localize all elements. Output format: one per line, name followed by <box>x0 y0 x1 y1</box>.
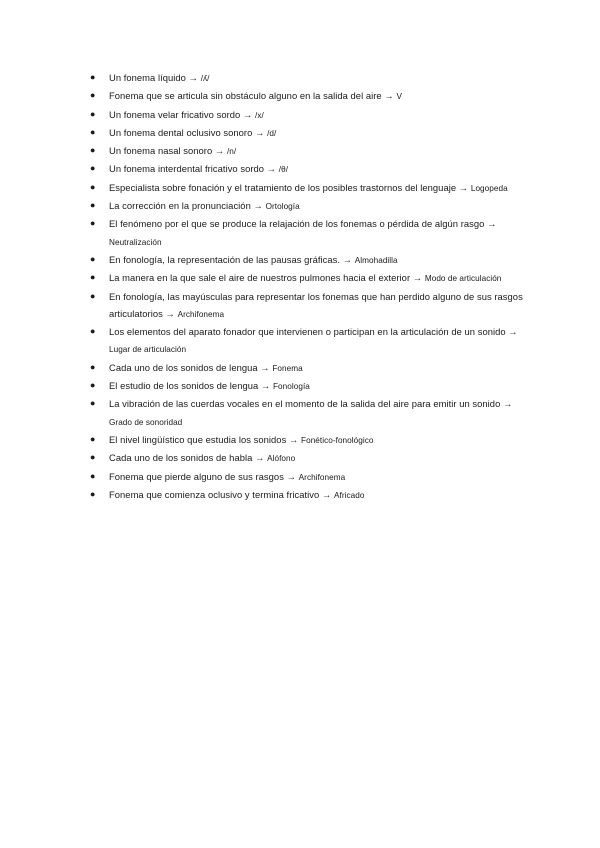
bullet-icon: ● <box>90 290 96 301</box>
list-item <box>90 288 530 324</box>
bullet-icon: ● <box>90 326 96 337</box>
bullet-list <box>90 69 530 504</box>
item-answer: Ortología <box>265 202 300 212</box>
item-question: Fonema que pierde alguno de sus rasgos → <box>109 470 297 482</box>
item-question: El nivel lingüístico que estudia los sonidos → <box>109 433 299 445</box>
list-item <box>90 197 530 215</box>
item-answer: Almohadilla <box>354 255 398 265</box>
item-answer: /d/ <box>267 128 277 138</box>
list-item <box>90 87 530 105</box>
list-item <box>90 251 530 269</box>
item-question: Fonema que se articula sin obstáculo alguno en la salida del aire → <box>109 90 394 102</box>
list-item <box>90 142 530 160</box>
item-answer: /x/ <box>255 110 264 120</box>
item-answer: Archifonema <box>298 472 346 482</box>
item-answer: Grado de sonoridad <box>109 417 183 427</box>
item-answer: /n/ <box>226 147 237 157</box>
item-answer: Lugar de articulación <box>109 345 187 355</box>
bullet-icon: ● <box>90 181 96 192</box>
item-question: La manera en la que sale el aire de nuestros pulmones hacia el exterior → <box>109 272 423 284</box>
bullet-icon: ● <box>90 361 96 372</box>
bullet-icon: ● <box>90 163 96 174</box>
item-question: La vibración de las cuerdas vocales en el momento de la salida del aire para emitir un sonido → <box>109 398 513 410</box>
bullet-icon: ● <box>90 200 96 211</box>
item-answer: Fonología <box>273 382 310 392</box>
item-answer: Fonético-fonológico <box>301 435 374 445</box>
item-question: Cada uno de los sonidos de lengua → <box>109 361 270 373</box>
item-question: La corrección en la pronunciación → <box>109 200 263 212</box>
bullet-icon: ● <box>90 488 96 499</box>
bullet-icon: ● <box>90 433 96 444</box>
list-item <box>90 179 530 197</box>
bullet-icon: ● <box>90 145 96 156</box>
item-answer: Archifonema <box>177 309 225 319</box>
item-answer: Neutralización <box>109 237 162 247</box>
item-question: Un fonema interdental fricativo sordo → <box>109 163 277 175</box>
item-answer: Africado <box>334 490 365 500</box>
item-answer: /θ/ <box>278 165 289 175</box>
bullet-icon: ● <box>90 398 96 409</box>
item-question: Un fonema dental oclusivo sonoro → <box>109 126 265 138</box>
item-answer: Logopeda <box>470 183 508 193</box>
item-answer: Alófono <box>267 454 296 464</box>
item-answer: Fonema <box>272 363 303 373</box>
list-item <box>90 69 530 87</box>
item-question: Un fonema líquido → <box>109 72 199 83</box>
bullet-icon: ● <box>90 90 96 101</box>
list-item <box>90 431 530 449</box>
item-question: Un fonema velar fricativo sordo → <box>109 108 253 120</box>
item-answer: Modo de articulación <box>424 274 502 284</box>
item-question: Un fonema nasal sonoro → <box>109 145 225 157</box>
item-question: Los elementos del aparato fonador que intervienen o participan en la articulación de un sonido → <box>109 326 518 338</box>
list-item <box>90 468 530 486</box>
bullet-icon: ● <box>90 108 96 119</box>
list-item <box>90 377 530 395</box>
bullet-icon: ● <box>90 126 96 137</box>
bullet-icon: ● <box>90 380 96 391</box>
bullet-icon: ● <box>90 72 96 82</box>
list-item <box>90 160 530 178</box>
list-item <box>90 323 530 359</box>
list-item <box>90 359 530 377</box>
bullet-icon: ● <box>90 470 96 481</box>
list-item <box>90 106 530 124</box>
list-item <box>90 269 530 287</box>
item-question: Especialista sobre fonación y el tratamiento de los posibles trastornos del lenguaje → <box>109 181 469 193</box>
list-item <box>90 449 530 467</box>
item-question: Cada uno de los sonidos de habla → <box>109 452 265 464</box>
list-item <box>90 124 530 142</box>
item-question: El fenómeno por el que se produce la relajación de los fonemas o pérdida de algún rasgo → <box>109 218 497 230</box>
list-item <box>90 215 530 251</box>
item-question: El estudio de los sonidos de lengua → <box>109 380 271 392</box>
item-answer: /ʎ/ <box>200 74 210 83</box>
item-question: En fonología, la representación de las pausas gráficas. → <box>109 253 353 265</box>
list-item <box>90 395 530 431</box>
item-question: Fonema que comienza oclusivo y termina fricativo → <box>109 488 332 500</box>
bullet-icon: ● <box>90 218 96 229</box>
bullet-icon: ● <box>90 452 96 463</box>
list-item <box>90 486 530 504</box>
item-answer: V <box>396 92 402 102</box>
bullet-icon: ● <box>90 272 96 283</box>
item-question: En fonología, las mayúsculas para representar los fonemas que han perdido alguno de sus rasgos articulatorios → <box>109 290 523 319</box>
bullet-icon: ● <box>90 253 96 264</box>
